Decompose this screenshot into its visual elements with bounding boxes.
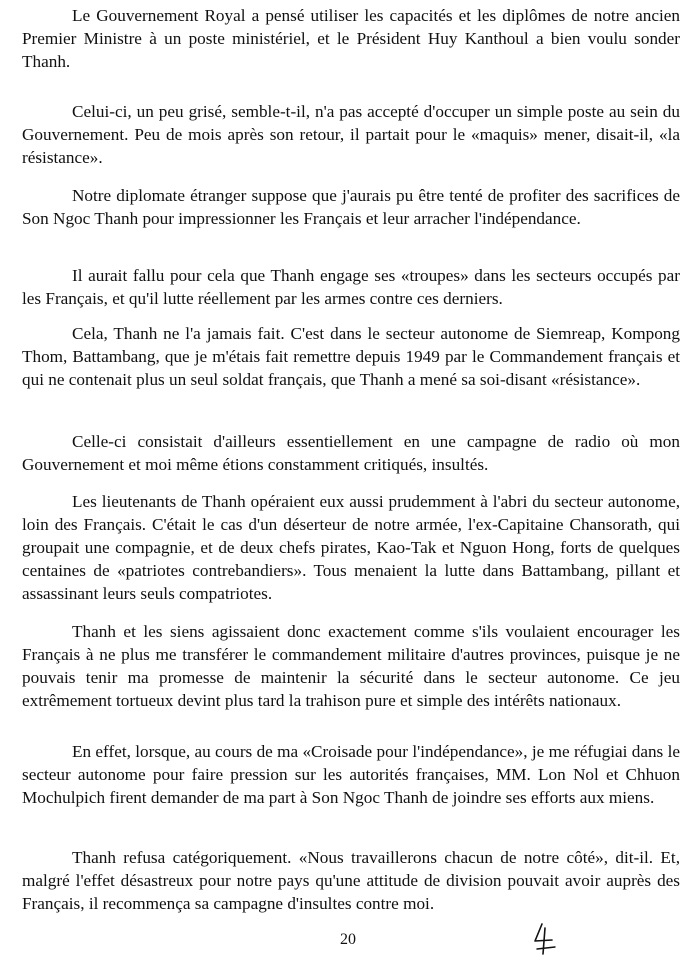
paragraph-4: Il aurait fallu pour cela que Thanh engage ses «troupes» dans les secteurs occupés par les Français, et qu'il lutte réellement par les armes contre ces derniers. (22, 266, 680, 308)
paragraph-5: Cela, Thanh ne l'a jamais fait. C'est dans le secteur autonome de Siemreap, Kompong Thom, Battambang, que je m'étais fait remettre depuis 1949 par le Commandement français et qui ne contenait plus un seul soldat français, que Thanh a mené sa soi-disant «résistance». (22, 324, 680, 389)
paragraph-9: En effet, lorsque, au cours de ma «Croisade pour l'indépendance», je me réfugiai dans le secteur autonome pour faire pression sur les autorités françaises, MM. Lon Nol et Chhuon Mochulpich firent demander de ma part à Son Ngoc Thanh de joindre ses efforts aux miens. (22, 742, 680, 807)
paragraph-2: Celui-ci, un peu grisé, semble-t-il, n'a pas accepté d'occuper un simple poste au sein du Gouvernement. Peu de mois après son retour, il partait pour le «maquis» mener, disait-il, «la résistance». (22, 102, 680, 167)
page-number: 20 (340, 931, 356, 948)
paragraph-7: Les lieutenants de Thanh opéraient eux aussi prudemment à l'abri du secteur autonome, loin des Français. C'était le cas d'un déserteur de notre armée, l'ex-Capitaine Chansorath, qui groupait une compagnie, et de deux chefs pirates, Kao-Tak et Nguon Hong, forts de quelques centaines de «patriotes contrebandiers». Tous menaient la lutte dans Battambang, pillant et assassinant leurs seuls compatriotes. (22, 492, 680, 603)
paragraph-1: Le Gouvernement Royal a pensé utiliser les capacités et les diplômes de notre ancien Premier Ministre à un poste ministériel, et le Président Huy Kanthoul a bien voulu sonder Thanh. (22, 6, 680, 71)
paragraph-8: Thanh et les siens agissaient donc exactement comme s'ils voulaient encourager les Français à ne plus me transférer le commandement militaire d'autres provinces, puisque je ne pouvais tenir ma promesse de maintenir la sécurité dans le secteur autonome. Ce jeu extrêmement tortueux devint plus tard la trahison pure et simple des intérêts nationaux. (22, 622, 680, 710)
paragraph-10: Thanh refusa catégoriquement. «Nous travaillerons chacun de notre côté», dit-il. Et, malgré l'effet désastreux pour notre pays qu'une attitude de division pouvait avoir auprès des Français, il recommença sa campagne d'insultes contre moi. (22, 848, 680, 913)
paragraph-3: Notre diplomate étranger suppose que j'aurais pu être tenté de profiter des sacrifices de Son Ngoc Thanh pour impressionner les Français et leur arracher l'indépendance. (22, 186, 680, 228)
handwritten-mark-icon (528, 922, 558, 956)
paragraph-6: Celle-ci consistait d'ailleurs essentiellement en une campagne de radio où mon Gouvernement et moi même étions constamment critiqués, insultés. (22, 432, 680, 474)
